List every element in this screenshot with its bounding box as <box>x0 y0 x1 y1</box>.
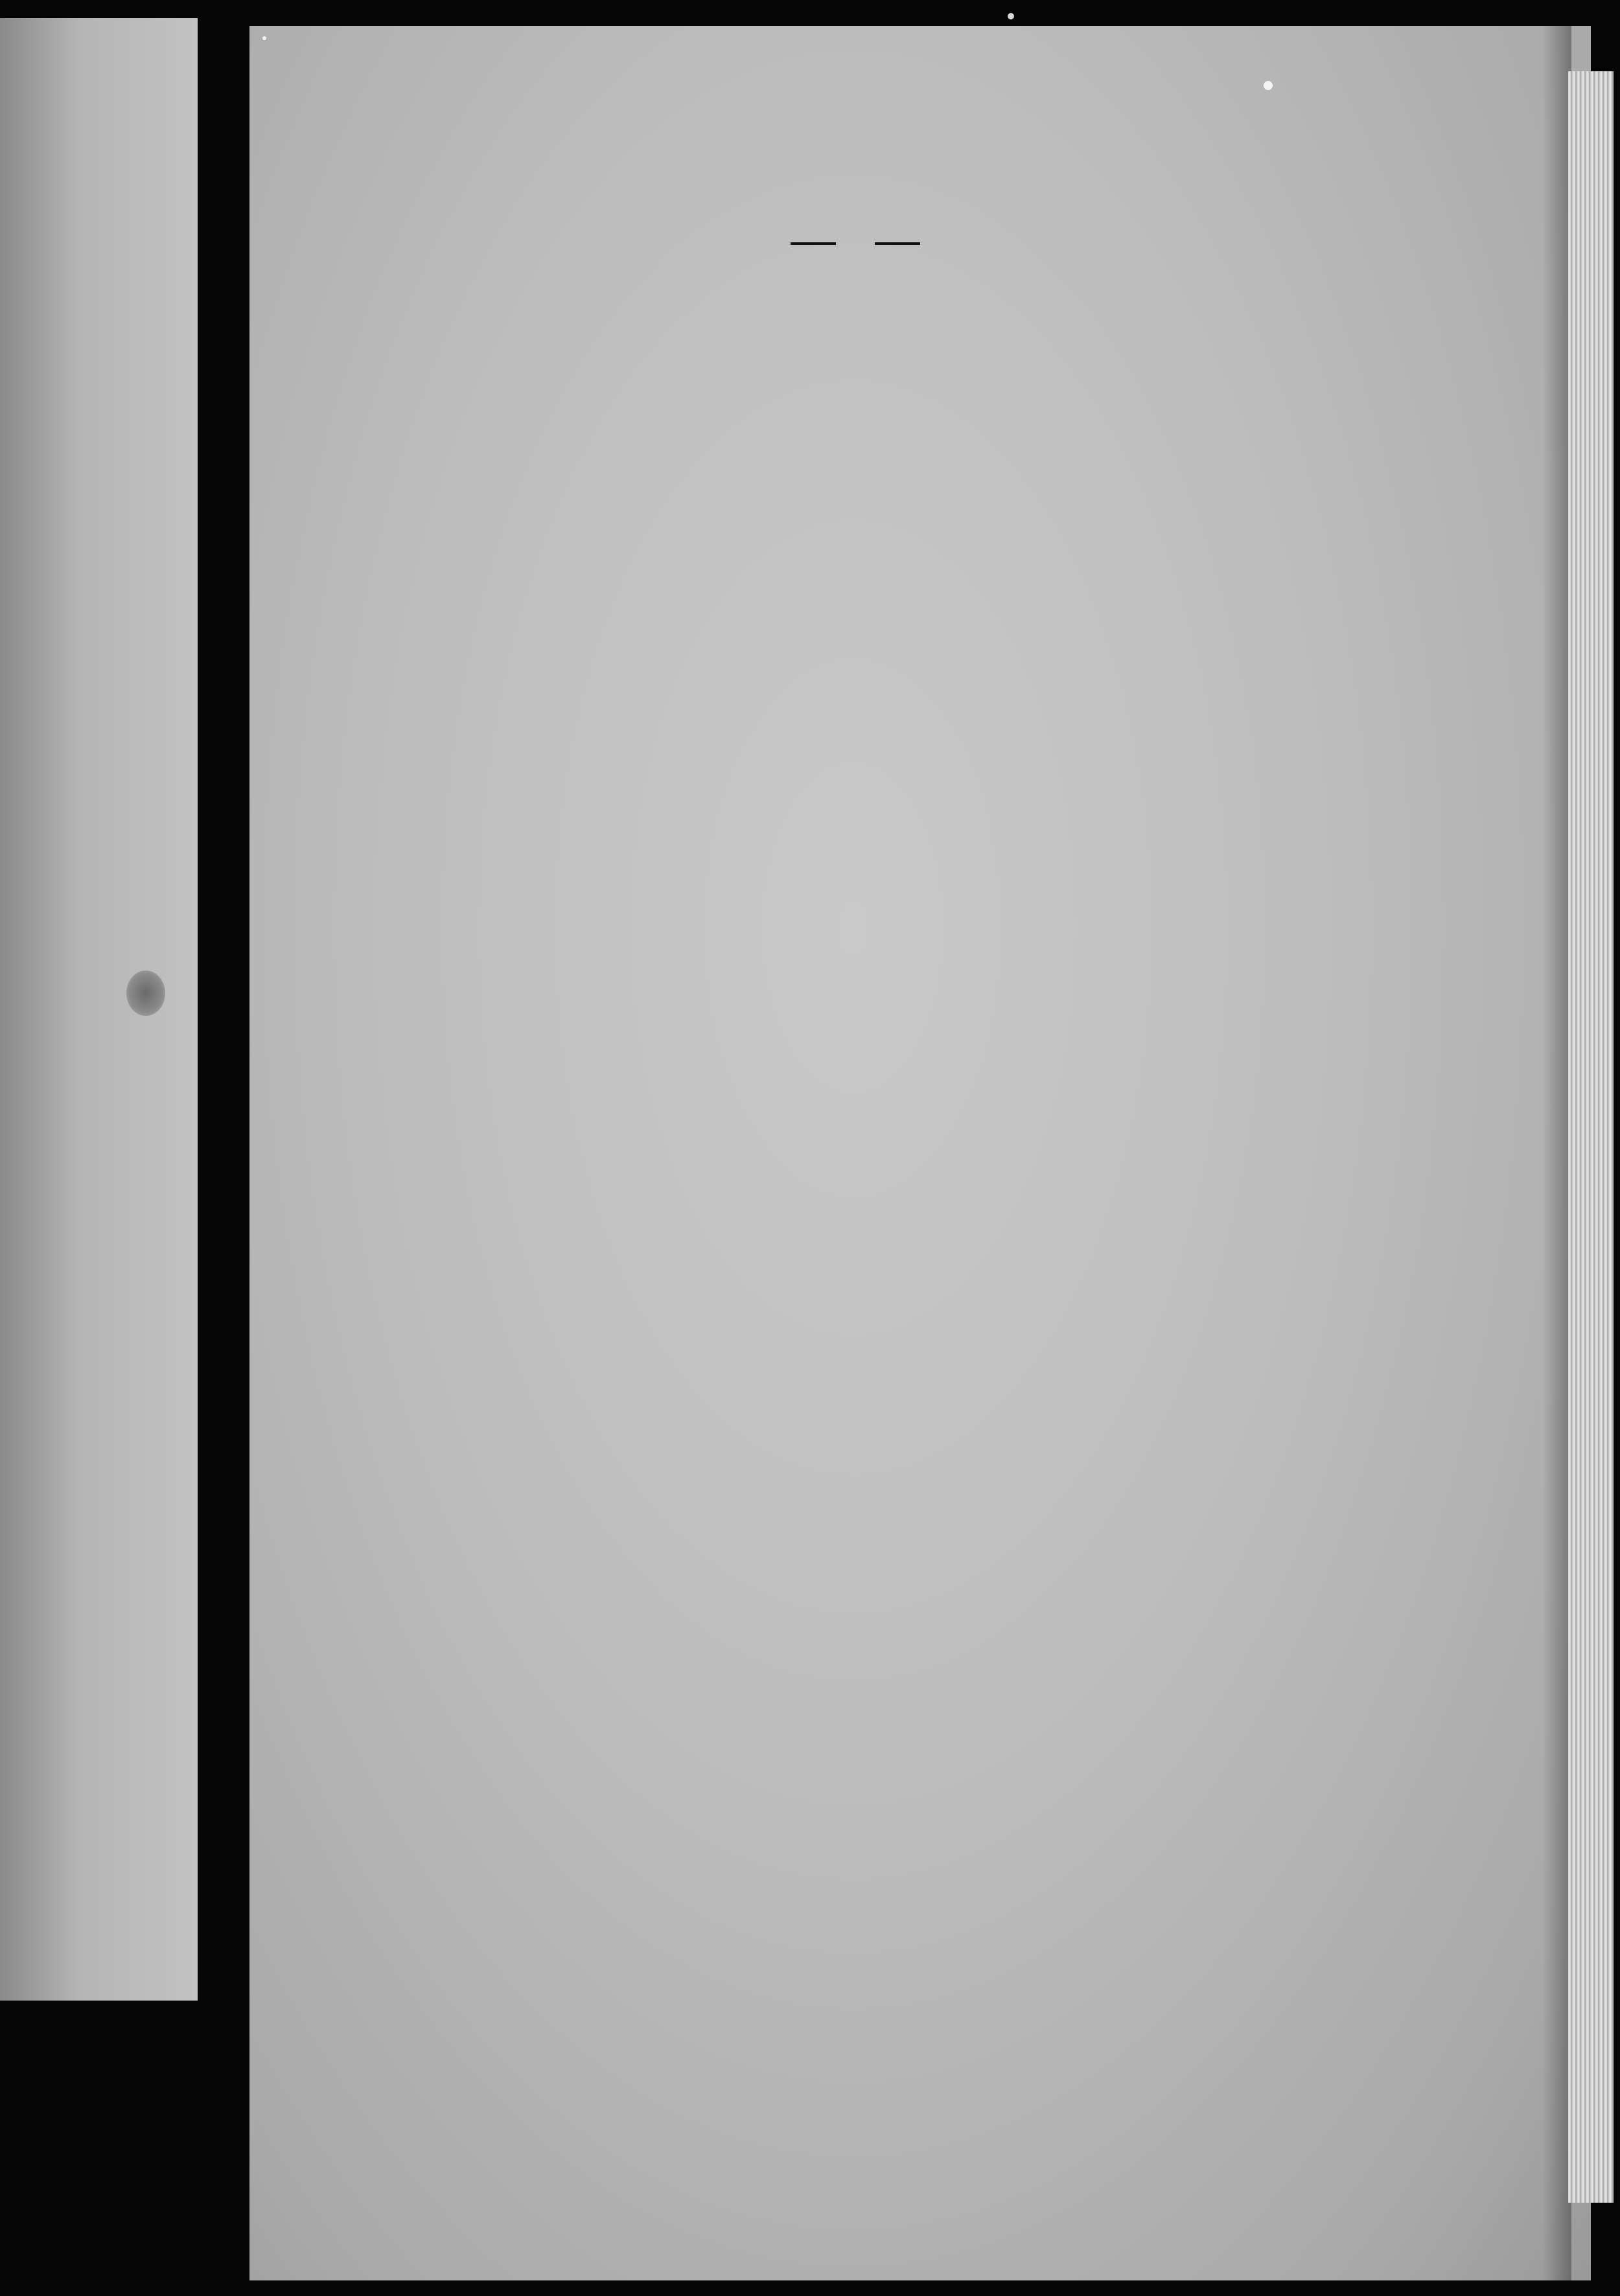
book-gutter <box>198 0 249 2296</box>
dust-speck <box>1264 81 1273 90</box>
page-edge-shadow <box>1542 26 1571 2280</box>
main-page <box>249 26 1591 2280</box>
stacked-page-edges <box>1568 71 1614 2203</box>
ink-smudge <box>126 970 165 1016</box>
dust-speck <box>1008 13 1014 19</box>
dust-speck <box>262 36 266 40</box>
left-page-fragment <box>0 18 198 2001</box>
